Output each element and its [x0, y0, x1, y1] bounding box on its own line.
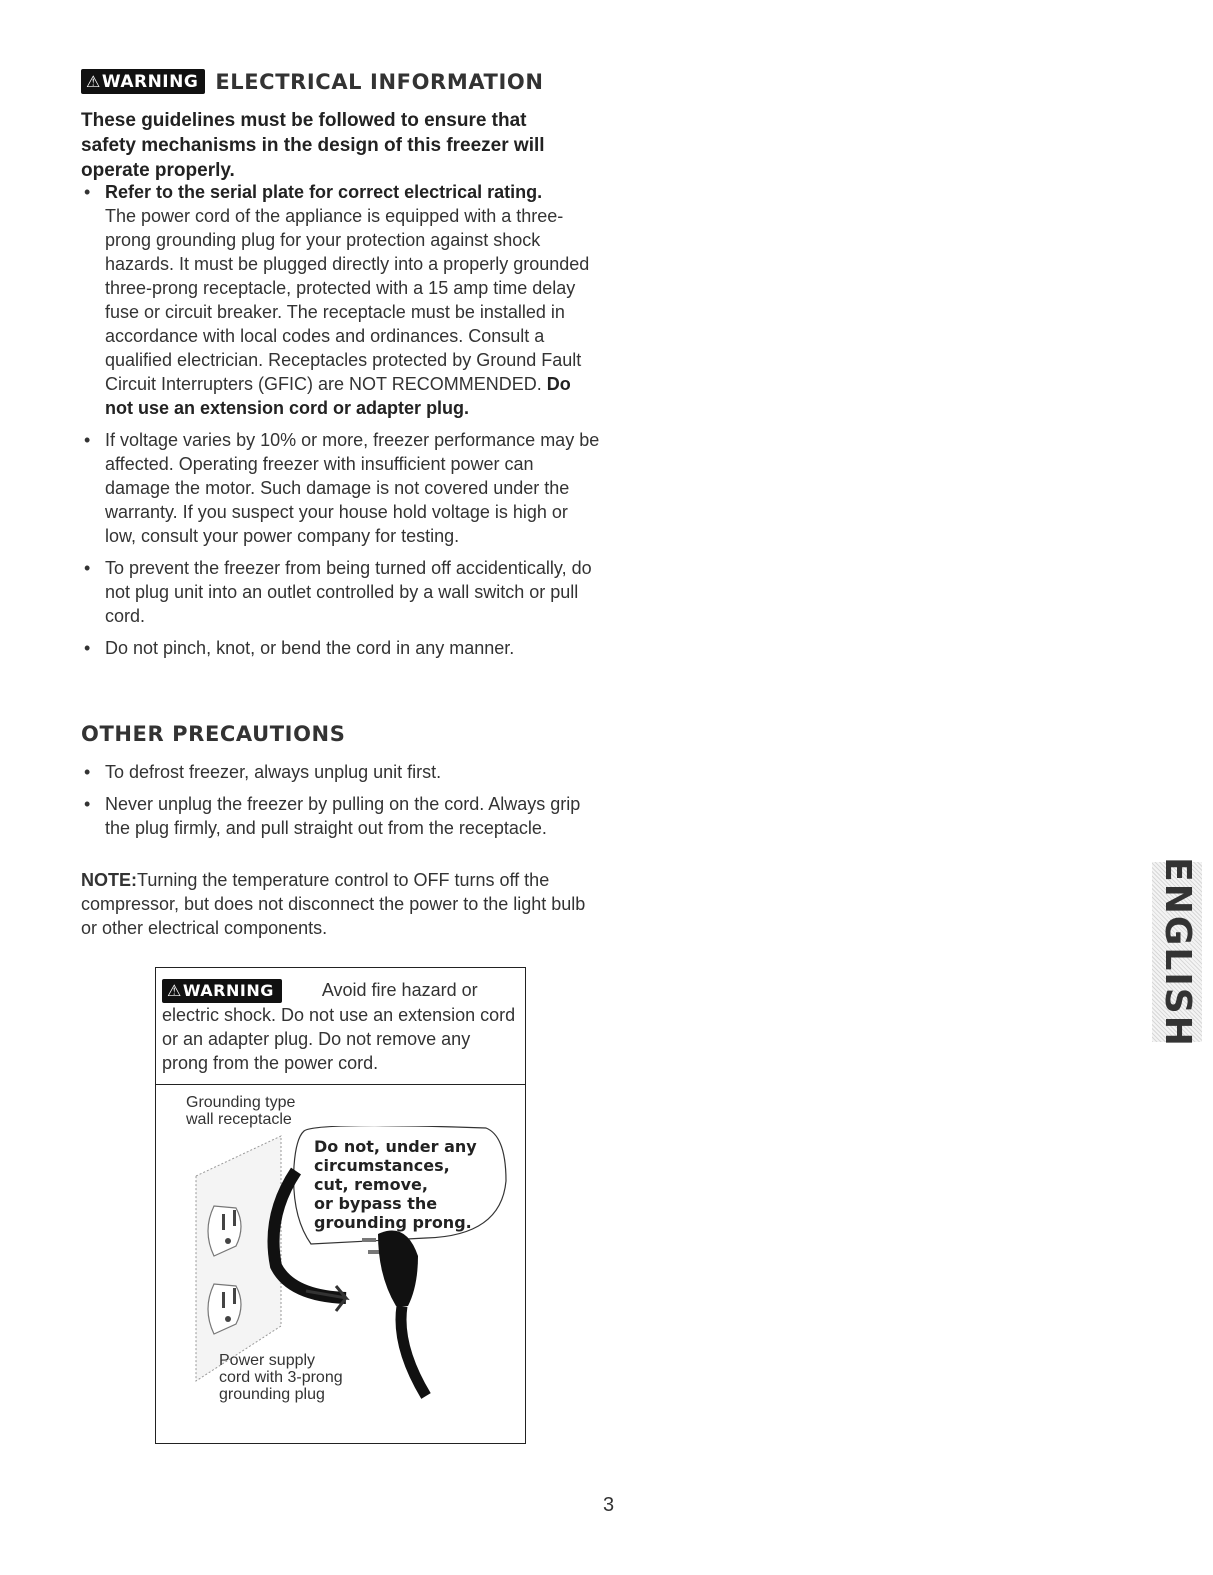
note-paragraph	[81, 868, 601, 940]
callout-text: Do not, under any circumstances, cut, remove, or bypass the grounding prong.	[314, 1137, 477, 1232]
lead-paragraph: These guidelines must be followed to ensure that safety mechanisms in the design of this freezer will operate properly.	[81, 110, 545, 181]
list-item: • Never unplug the freezer by pulling on the cord. Always grip the plug firmly, and pull straight out from the receptacle.	[84, 794, 581, 838]
receptacle-caption: Grounding type wall receptacle	[186, 1094, 296, 1128]
cord-caption: Power supply cord with 3-prong grounding plug	[219, 1352, 343, 1403]
electrical-heading	[81, 69, 544, 94]
list-item: • To prevent the freezer from being turned off accidentically, do not plug unit into an outlet controlled by a wall switch or pull cord.	[84, 558, 592, 626]
section-title: ELECTRICAL INFORMATION	[215, 69, 544, 94]
warning-triangle-icon: ⚠	[86, 72, 101, 91]
precautions-title: OTHER PRECAUTIONS	[81, 722, 346, 746]
list-item: • To defrost freezer, always unplug unit first.	[84, 762, 442, 782]
precautions-bullets	[81, 760, 601, 848]
plug-icon	[362, 1230, 426, 1396]
warning-box	[155, 967, 526, 1444]
warning-box-text: ⚠WARNING Avoid fire hazard or electric shock. Do not use an extension cord or an adapter plug. Do not remove any prong from the power cord.	[156, 968, 525, 1085]
list-item: • Refer to the serial plate for correct electrical rating. The power cord of the appliance is equipped with a three-prong grounding plug for your protection against shock hazards. It must be plugged directly into a properly grounded three-prong receptacle, protected with a 15 amp time delay fuse or circuit breaker. The receptacle must be installed in accordance with local codes and ordinances. Consult a qualified electrician. Receptacles protected by Ground Fault Circuit Interrupters (GFIC) are NOT RECOMMENDED. Do not use an extension cord or adapter plug.	[84, 182, 590, 418]
note-label: NOTE:	[81, 870, 137, 890]
electrical-bullets	[81, 180, 601, 668]
warning-badge: ⚠WARNING	[81, 69, 205, 94]
page-number: 3	[603, 1494, 615, 1516]
list-item: • Do not pinch, knot, or bend the cord in any manner.	[84, 638, 515, 658]
wall-receptacle-icon	[196, 1136, 281, 1381]
list-item: • If voltage varies by 10% or more, freezer performance may be affected. Operating freezer with insufficient power can damage the motor. Such damage is not covered under the warranty. If you suspect your house hold voltage is high or low, consult your power company for testing.	[84, 430, 600, 546]
language-tab: ENGLISH	[1152, 862, 1202, 1042]
note-text: Turning the temperature control to OFF turns off the compressor, but does not disconnect the power to the light bulb or other electrical components.	[81, 870, 586, 938]
warning-badge: ⚠WARNING	[162, 979, 282, 1003]
warning-triangle-icon: ⚠	[167, 981, 182, 1000]
